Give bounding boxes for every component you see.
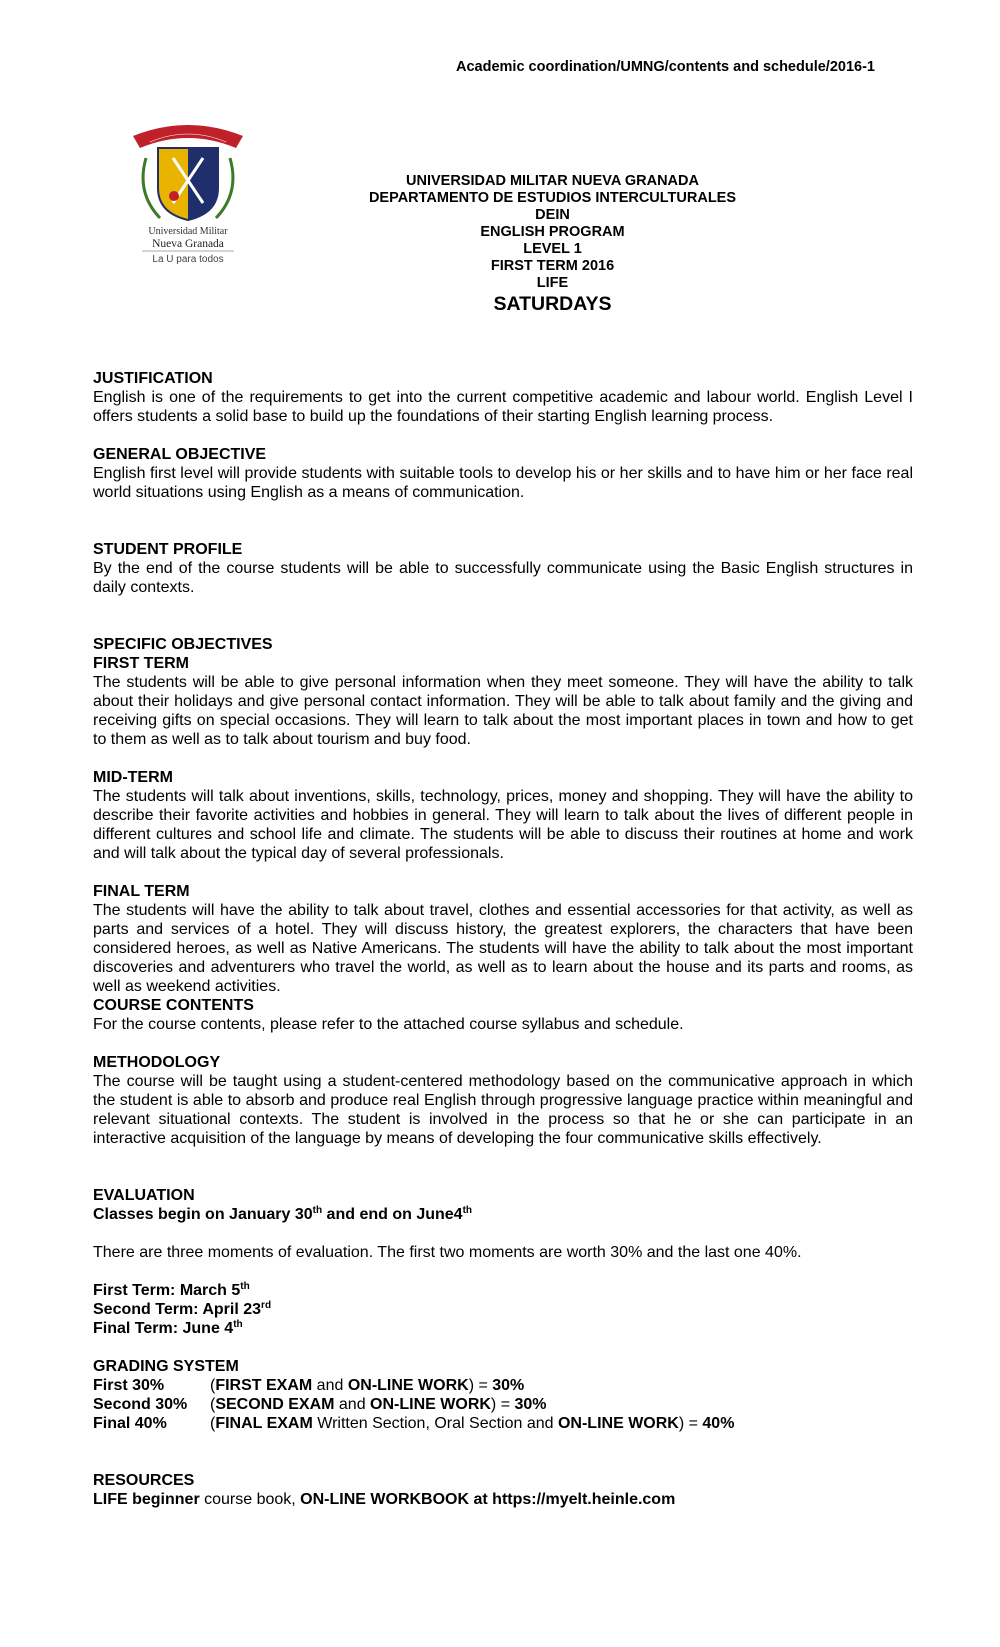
grading-row-first: First 30% (FIRST EXAM and ON-LINE WORK) = 30% — [93, 1377, 525, 1394]
general-objective-text: English first level will provide students with suitable tools to develop his or her skills and to have him or her face real world situations using English as a means of communication. — [93, 465, 913, 501]
logo-name-line1: Universidad Militar — [148, 226, 228, 237]
general-objective-heading: GENERAL OBJECTIVE — [93, 446, 267, 463]
logo-name-line2: Nueva Granada — [152, 238, 224, 250]
student-profile-heading: STUDENT PROFILE — [93, 541, 243, 558]
university-logo — [128, 118, 248, 268]
course-contents-text: For the course contents, please refer to the attached course syllabus and schedule. — [93, 1016, 684, 1033]
workbook-link[interactable]: ON-LINE WORKBOOK at https://myelt.heinle.com — [300, 1491, 676, 1508]
title-dein: DEIN — [535, 207, 570, 223]
justification-text: English is one of the requirements to get into the current competitive academic and labour world. English Level I offers students a solid base to build up the foundations of their starting English learning process. — [93, 389, 913, 425]
methodology-text: The course will be taught using a student-centered methodology based on the communicative approach in which the student is able to absorb and produce real English through progressive language practice within meaningful and relevant situational contexts. The student is involved in the process so that he or she can participate in an interactive acquisition of the language by means of developing the four communicative skills effectively. — [93, 1073, 913, 1147]
logo-ribbon — [133, 125, 243, 148]
student-profile-text: By the end of the course students will be able to successfully communicate using the Basic English structures in daily contexts. — [93, 560, 913, 596]
document-body — [93, 369, 913, 1509]
resources-heading: RESOURCES — [93, 1472, 195, 1489]
shield-emblem — [169, 191, 179, 201]
justification-heading: JUSTIFICATION — [93, 370, 213, 387]
title-block — [340, 173, 765, 316]
grading-row-second: Second 30% (SECOND EXAM and ON-LINE WORK) = 30% — [93, 1396, 547, 1413]
document-reference: Academic coordination/UMNG/contents and schedule/2016-1 — [456, 59, 875, 75]
first-term-text: The students will be able to give personal information when they meet someone. They will have the ability to talk about their holidays and give personal contact information. They will be able to talk about family and the giving and receiving gifts on special occasions. They will learn to talk about the most important places in town and how to get to them as well as to talk about tourism and buy food. — [93, 674, 913, 748]
course-contents-heading: COURSE CONTENTS — [93, 997, 254, 1014]
title-schedule-day: SATURDAYS — [493, 293, 612, 315]
methodology-heading: METHODOLOGY — [93, 1054, 221, 1071]
second-term-date: Second Term: April 23rd — [93, 1300, 272, 1318]
mid-term-text: The students will talk about inventions, skills, technology, prices, money and shopping. They will have the ability to describe their favorite activities and hobbies in general. They will learn to talk about the lives of different people in different cultures and school life and climate. The students will be able to discuss their routines at home and work and will talk about the typical day of several professionals. — [93, 788, 913, 862]
title-level: LEVEL 1 — [523, 241, 582, 257]
specific-objectives-heading: SPECIFIC OBJECTIVES — [93, 636, 273, 653]
classes-dates: Classes begin on January 30th and end on June4th — [93, 1205, 473, 1223]
evaluation-moments-text: There are three moments of evaluation. The first two moments are worth 30% and the last one 40%. — [93, 1244, 802, 1261]
logo-tagline: La U para todos — [152, 254, 224, 265]
first-term-date: First Term: March 5th — [93, 1281, 250, 1299]
title-department: DEPARTAMENTO DE ESTUDIOS INTERCULTURALES — [368, 190, 737, 206]
grading-system-heading: GRADING SYSTEM — [93, 1358, 239, 1375]
evaluation-heading: EVALUATION — [93, 1187, 195, 1204]
mid-term-heading: MID-TERM — [93, 769, 173, 786]
final-term-text: The students will have the ability to talk about travel, clothes and essential accessories for that activity, as well as parts and services of a hotel. They will discuss history, the greatest explorers, the characters that have been considered heroes, as well as Native Americans. The students will have the ability to talk about the most important discoveries and adventurers who travel the world, as well as to learn about the house and its parts and rooms, as well as weekend activities. — [93, 902, 913, 995]
first-term-heading: FIRST TERM — [93, 655, 189, 672]
final-term-heading: FINAL TERM — [93, 883, 190, 900]
resources-text: LIFE beginner course book, ON-LINE WORKBOOK at https://myelt.heinle.com — [93, 1491, 676, 1508]
grading-row-final: Final 40% (FINAL EXAM Written Section, Oral Section and ON-LINE WORK) = 40% — [93, 1415, 735, 1432]
title-term: FIRST TERM 2016 — [490, 258, 615, 274]
title-university: UNIVERSIDAD MILITAR NUEVA GRANADA — [406, 173, 699, 189]
final-term-date: Final Term: June 4th — [93, 1319, 243, 1337]
title-book: LIFE — [536, 275, 569, 291]
title-program: ENGLISH PROGRAM — [480, 224, 625, 240]
